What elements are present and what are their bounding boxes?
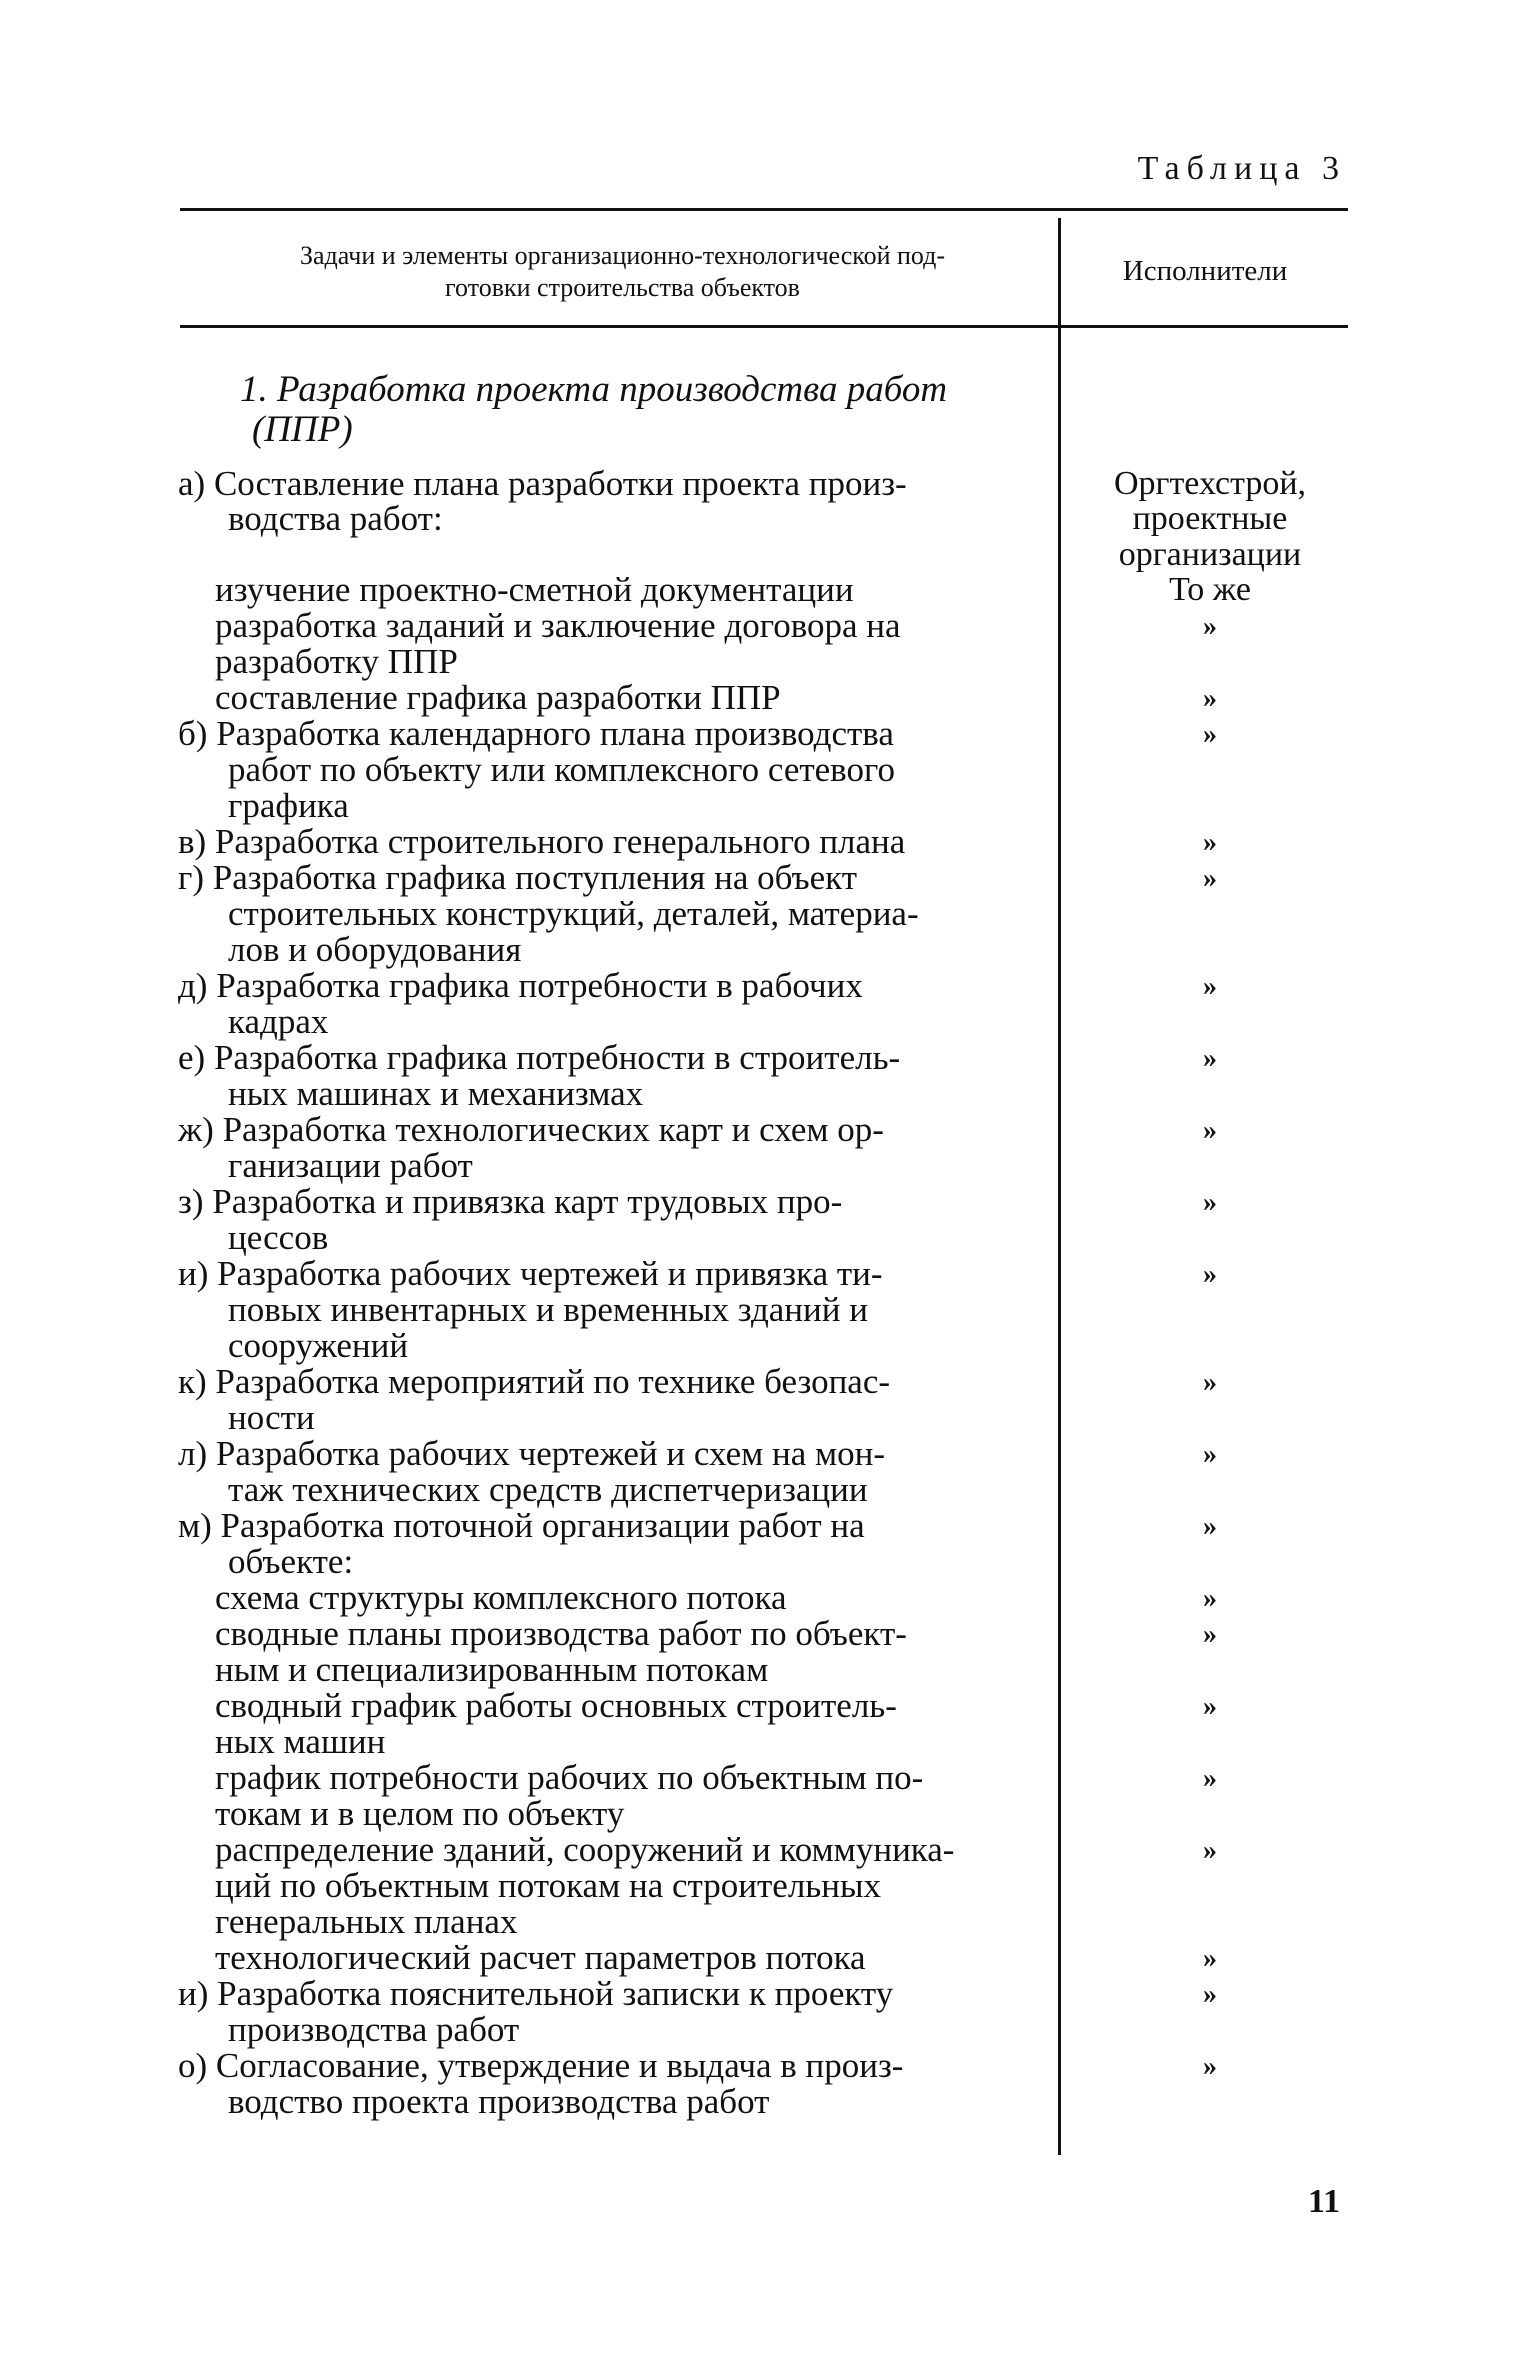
table-row: сводные планы производства работ по объект- [215,1614,907,1653]
table-row: л) Разработка рабочих чертежей и схем на мон- [178,1434,886,1473]
table-row: ных машинах и механизмах [228,1074,644,1113]
table-row: и) Разработка рабочих чертежей и привязка ти- [178,1254,883,1293]
table-row: и) Разработка пояснительной записки к проекту [178,1974,894,2013]
executors-column-header: Исполнители [1122,255,1288,287]
table-row: о) Согласование, утверждение и выдача в произ- [178,2046,904,2085]
executor-line: проектные [1132,500,1288,537]
ditto-mark: » [1203,1439,1217,1470]
table-row: кадрах [228,1002,329,1041]
table-row: ж) Разработка технологических карт и схем ор- [178,1110,884,1149]
ditto-mark: » [1203,1763,1217,1794]
table-row: водства работ: [228,499,443,538]
section-title-line1: 1. Разработка проекта производства работ [240,369,948,410]
table-row: ций по объектным потокам на строительных [215,1866,881,1905]
table-row: график потребности рабочих по объектным по- [215,1758,924,1797]
executor-line: То же [1169,571,1251,608]
table-label: Таблица 3 [1137,150,1346,187]
section-title-line2: (ППР) [252,409,353,450]
table-row: таж технических средств диспетчеризации [228,1470,868,1509]
ditto-mark: » [1203,1115,1217,1146]
table-row: объекте: [228,1542,354,1581]
table-row: работ по объекту или комплексного сетевого [228,750,895,789]
ditto-mark: » [1203,1979,1217,2010]
header-bottom-rule [180,325,1348,328]
table-row: сооружений [228,1326,409,1365]
tasks-header-line2: готовки строительства объектов [445,273,800,302]
ditto-mark: » [1203,2051,1217,2082]
table-row: ности [228,1398,315,1437]
table-row: ганизации работ [228,1146,473,1185]
ditto-mark: » [1203,827,1217,858]
table-row: распределение зданий, сооружений и коммуника- [215,1830,955,1869]
table-row: разработку ППР [215,642,458,681]
tasks-column-header [175,240,1070,304]
ditto-mark: » [1203,1367,1217,1398]
table-row: изучение проектно-сметной документации [215,570,854,609]
table-row: в) Разработка строительного генерального плана [178,822,906,861]
table-row: технологический расчет параметров потока [215,1938,866,1977]
table-row: схема структуры комплексного потока [215,1578,787,1617]
ditto-mark: » [1203,1619,1217,1650]
table-row: лов и оборудования [228,930,522,969]
ditto-mark: » [1203,1583,1217,1614]
table-row: ных машин [215,1722,386,1761]
executor-line: Оргтехстрой, [1113,465,1307,502]
table-row: водство проекта производства работ [228,2082,770,2121]
ditto-mark: » [1203,683,1217,714]
table-row: м) Разработка поточной организации работ на [178,1506,865,1545]
tasks-header-line1: Задачи и элементы организационно-технологической под- [299,241,946,270]
table-row: з) Разработка и привязка карт трудовых про- [178,1182,843,1221]
ditto-mark: » [1203,1943,1217,1974]
ditto-mark: » [1203,1835,1217,1866]
table-row: повых инвентарных и временных зданий и [228,1290,868,1329]
section-title [240,370,947,450]
table-row: сводный график работы основных строитель- [215,1686,897,1725]
ditto-mark: » [1203,1043,1217,1074]
header-top-rule [180,208,1348,211]
ditto-mark: » [1203,971,1217,1002]
ditto-mark: » [1203,1259,1217,1290]
ditto-mark: » [1203,611,1217,642]
table-row: составление графика разработки ППР [215,678,781,717]
executor-line: организации [1118,536,1302,573]
table-row: производства работ [228,2010,520,2049]
table-row: е) Разработка графика потребности в строитель- [178,1038,901,1077]
ditto-mark: » [1203,1511,1217,1542]
ditto-mark: » [1203,1187,1217,1218]
table-row: строительных конструкций, деталей, материа- [228,894,919,933]
table-row: цессов [228,1218,329,1257]
table-row: ным и специализированным потокам [215,1650,769,1689]
ditto-mark: » [1203,863,1217,894]
table-row: к) Разработка мероприятий по технике безопас- [178,1362,891,1401]
table-row: б) Разработка календарного плана производства [178,714,894,753]
ditto-mark: » [1203,1691,1217,1722]
table-row: токам и в целом по объекту [215,1794,625,1833]
table-row: г) Разработка графика поступления на объект [178,858,858,897]
column-divider [1058,218,1061,2155]
table-row: а) Составление плана разработки проекта произ- [178,464,907,503]
table-row: разработка заданий и заключение договора на [215,606,901,645]
table-row: графика [228,786,349,825]
table-row: генеральных планах [215,1902,518,1941]
table-row: д) Разработка графика потребности в рабочих [178,966,863,1005]
ditto-mark: » [1203,719,1217,750]
page-number: 11 [1308,2183,1341,2220]
